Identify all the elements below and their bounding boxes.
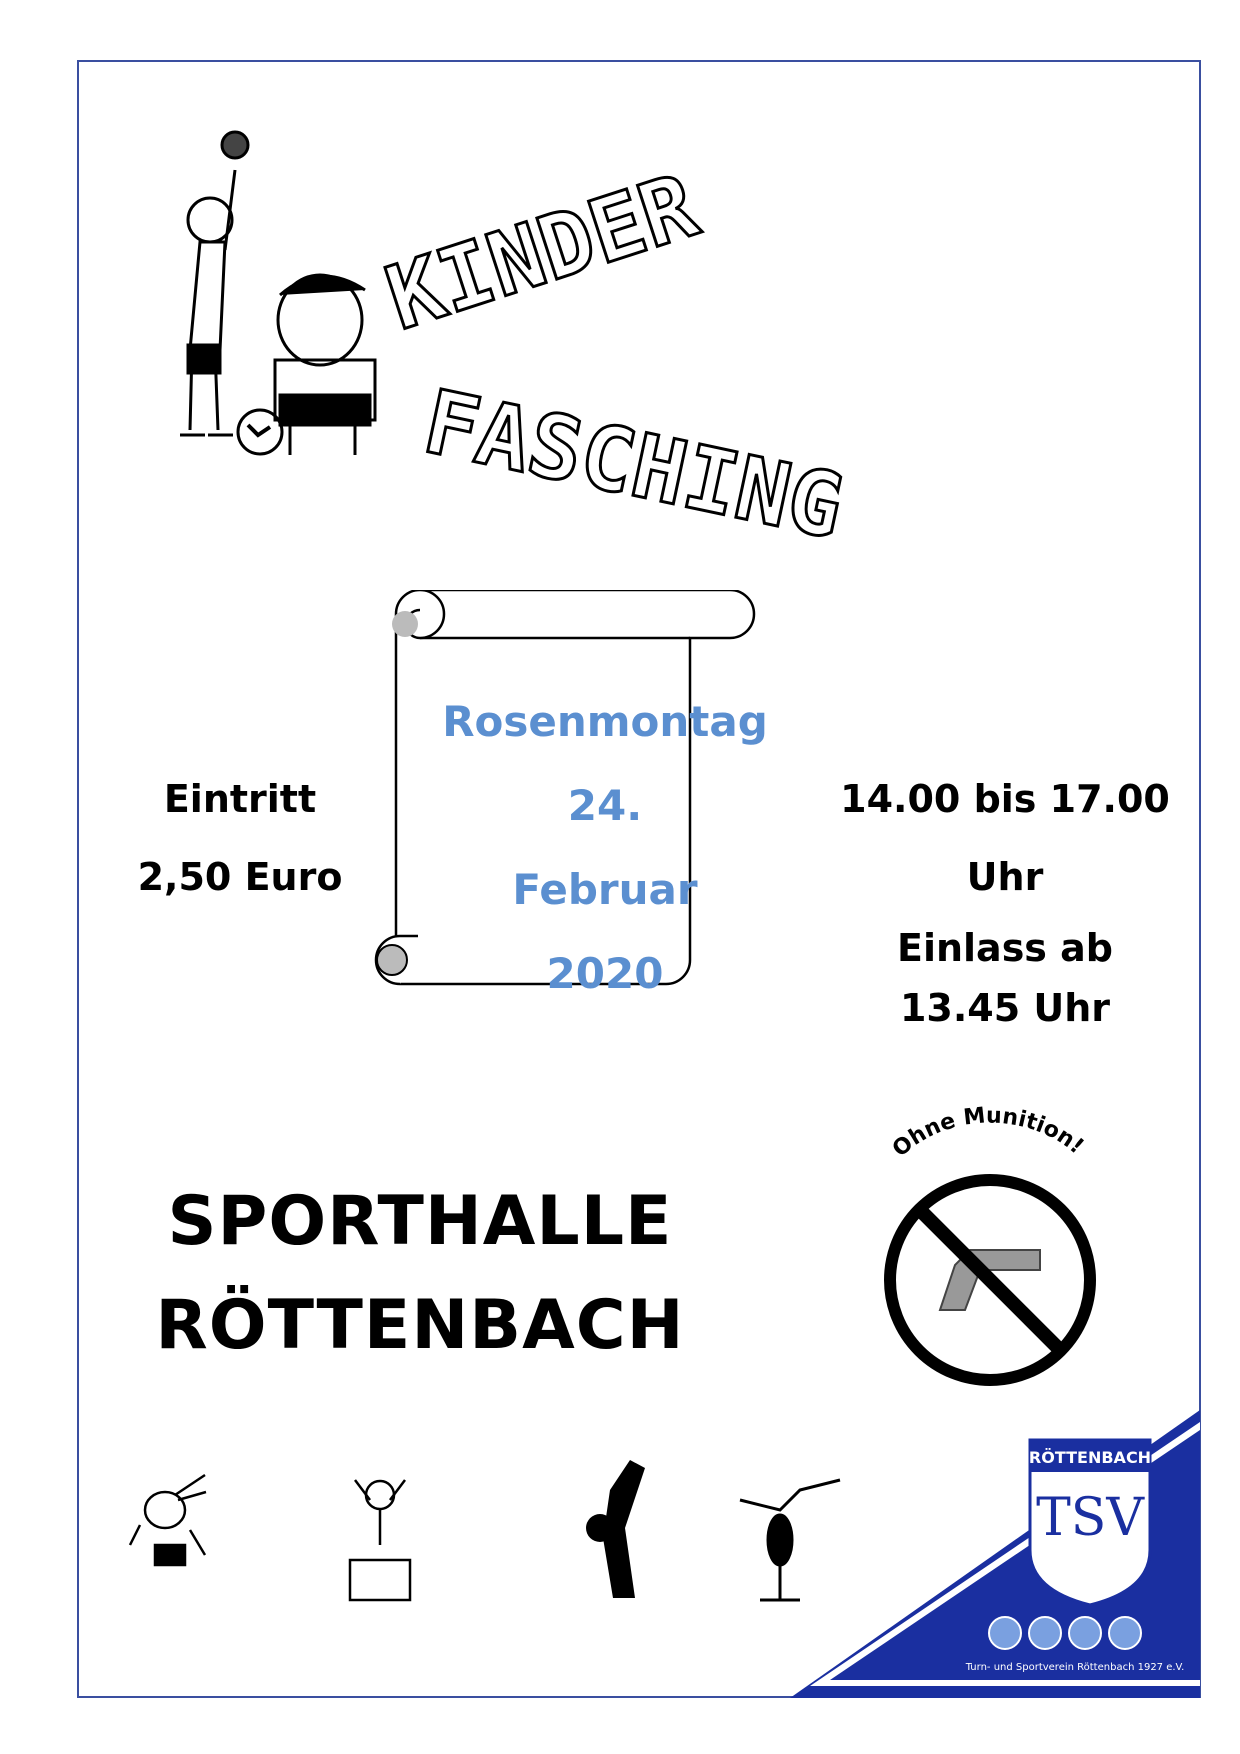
child-on-box-icon <box>350 1480 410 1600</box>
karate-icon <box>586 1460 645 1598</box>
date-month: Februar <box>512 865 698 914</box>
admission-info <box>120 760 360 916</box>
child-icon <box>238 275 375 455</box>
no-gun-sign <box>860 1100 1120 1390</box>
entry-label: Einlass ab <box>896 926 1113 970</box>
sport-badge-icon <box>1109 1617 1141 1649</box>
date-year: 2020 <box>546 949 664 998</box>
tsv-shield-icon <box>1029 1440 1151 1605</box>
time-info <box>830 760 1180 1036</box>
no-ammo-text: Ohne Munition! <box>887 1103 1089 1163</box>
kinderfasching-title-art <box>130 90 1170 590</box>
sport-badge-icon <box>1029 1617 1061 1649</box>
title-line1: KINDER <box>374 153 709 350</box>
admission-price: 2,50 Euro <box>137 855 343 899</box>
date-day-name: Rosenmontag <box>442 697 768 746</box>
date-day: 24. <box>567 781 643 830</box>
title-line2: FASCHING <box>415 369 852 559</box>
admission-label: Eintritt <box>163 777 317 821</box>
entry-time: 13.45 Uhr <box>899 986 1111 1030</box>
venue-line2: RÖTTENBACH <box>155 1286 685 1365</box>
svg-text:Ohne Munition! <box>888 1103 1088 1162</box>
sport-badge-icon <box>1069 1617 1101 1649</box>
event-date <box>420 680 790 1016</box>
venue-line1: SPORTHALLE <box>167 1182 673 1261</box>
time-range: 14.00 bis 17.00 <box>840 777 1170 821</box>
club-full-name: Turn- und Sportverein Röttenbach 1927 e.V. <box>965 1662 1185 1673</box>
time-unit: Uhr <box>966 855 1044 899</box>
club-logo-corner <box>790 1410 1200 1698</box>
sport-badge-icon <box>989 1617 1021 1649</box>
club-letters: TSV <box>1036 1488 1144 1548</box>
venue-title <box>130 1170 710 1378</box>
rabbit-icon <box>130 1475 206 1565</box>
club-name: RÖTTENBACH <box>1028 1448 1152 1467</box>
footballer-icon <box>180 132 248 435</box>
